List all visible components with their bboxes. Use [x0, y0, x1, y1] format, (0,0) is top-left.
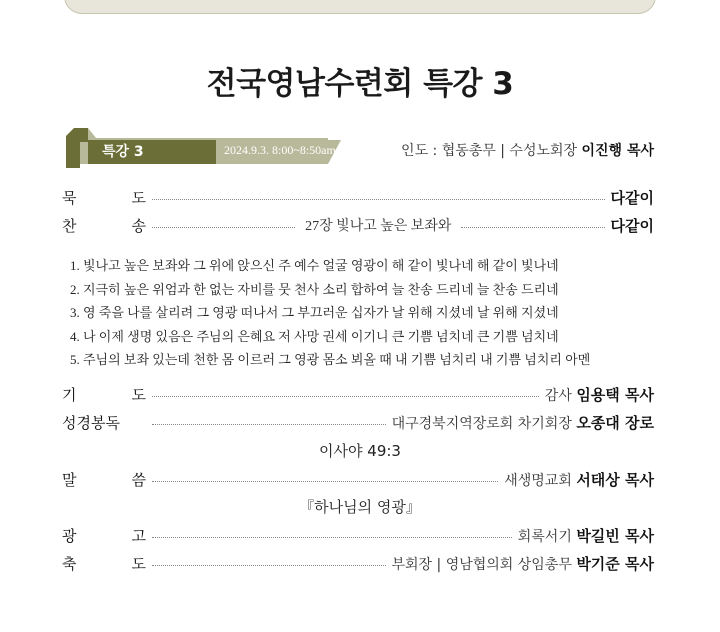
benediction-label: 축 도	[62, 554, 146, 573]
announcements-row	[62, 524, 654, 546]
leader-line	[401, 140, 654, 160]
scripture-label: 성경봉독	[62, 413, 120, 432]
top-decorative-bar	[64, 0, 656, 14]
page-title: 전국영남수련회 특강 3	[206, 66, 514, 102]
hymn-value: 다같이	[610, 216, 655, 235]
dot-leader	[152, 424, 386, 425]
scripture-value: 대구경북지역장로회 차기회장 오종대 장로	[391, 413, 654, 432]
sermon-title: 『하나님의 영광』	[299, 498, 421, 516]
verse-line: 3. 영 죽을 나를 살리려 그 영광 떠나서 그 부끄러운 십자가 날 위해 지셨네 날 위해 지셨네	[70, 305, 559, 320]
verse-line: 4. 나 이제 생명 있음은 주님의 은혜요 저 사망 권세 이기니 큰 기쁨 넘치네 큰 기쁨 넘치네	[70, 328, 559, 344]
hymn-row	[62, 214, 654, 236]
announcements-value: 회록서기 박길빈 목사	[517, 526, 654, 545]
verse-line: 5. 주님의 보좌 있는데 천한 몸 이르러 그 영광 몸소 뵈올 때 내 기쁨 넘치리 내 기쁨 넘치리 아멘	[70, 352, 591, 367]
silent-prayer-value: 다같이	[610, 188, 654, 207]
verse-line: 2. 지극히 높은 위엄과 한 없는 자비를 뭇 천사 소리 합하여 늘 찬송 드리네 늘 찬송 드리네	[70, 281, 559, 297]
announcements-label: 광 고	[62, 526, 146, 545]
hymn-title: 27장 빛나고 높은 보좌와	[305, 219, 452, 234]
silent-prayer-row	[62, 186, 654, 208]
dot-leader	[152, 227, 295, 228]
benediction-row	[62, 552, 654, 574]
dot-leader	[152, 537, 512, 538]
dot-leader	[152, 565, 386, 566]
dot-leader	[152, 396, 539, 397]
dot-leader	[152, 199, 605, 200]
sermon-value: 새생명교회 서태상 목사	[504, 470, 654, 489]
badge-label: 특강 3	[102, 144, 144, 160]
silent-prayer-label: 묵 도	[62, 188, 146, 207]
prayer-value: 감사 임용택 목사	[544, 385, 654, 404]
dot-leader	[152, 481, 498, 482]
sermon-row	[62, 468, 654, 490]
prayer-row	[62, 383, 654, 405]
session-badge	[66, 128, 346, 168]
hymn-verses	[70, 254, 670, 372]
prayer-label: 기 도	[62, 385, 146, 404]
leader-name: 이진행 목사	[581, 143, 654, 159]
dot-leader	[461, 227, 604, 228]
hymn-label: 찬 송	[62, 216, 146, 235]
verse-line: 1. 빛나고 높은 보좌와 그 위에 앉으신 주 예수 얼굴 영광이 해 같이 빛나네 해 같이 빛나네	[70, 258, 559, 273]
badge-date: 2024.9.3. 8:00~8:50am	[224, 143, 336, 157]
scripture-reference: 이사야 49:3	[319, 442, 401, 460]
benediction-value: 부회장 | 영남협의회 상임총무 박기준 목사	[391, 554, 654, 573]
sermon-label: 말 씀	[62, 470, 146, 489]
leader-prefix: 인도 : 협동총무 | 수성노회장	[401, 143, 578, 159]
scripture-row	[62, 411, 654, 433]
